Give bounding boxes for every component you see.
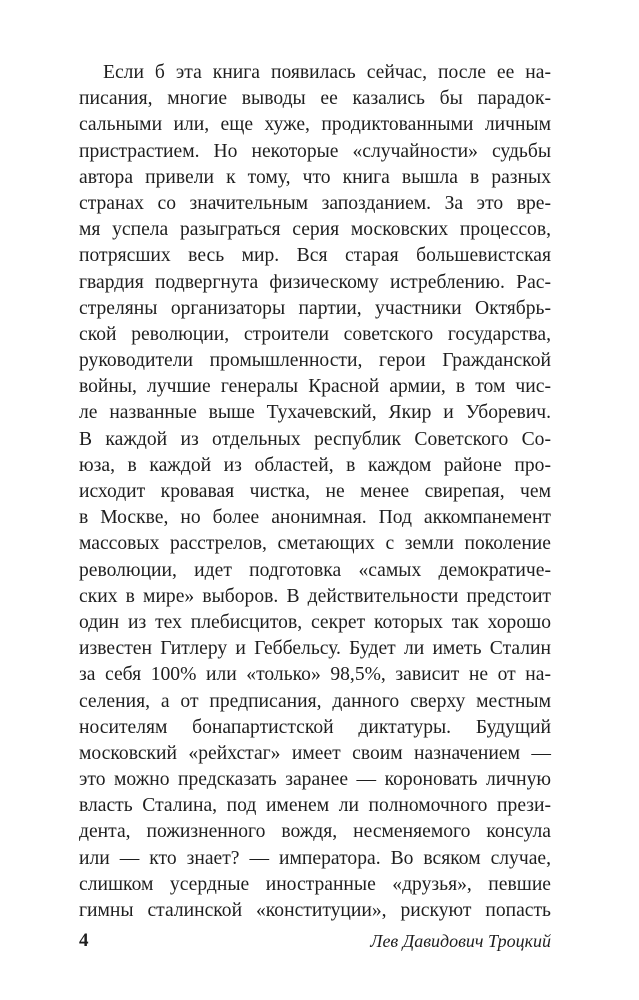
text-line: войны, лучшие генералы Красной армии, в том чис- xyxy=(79,376,551,398)
text-line: революции, идет подготовка «самых демократиче- xyxy=(79,559,551,581)
text-line: руководители промышленности, герои Гражданской xyxy=(79,350,551,372)
running-title: Лев Давидович Троцкий xyxy=(370,931,551,951)
text-line: массовых расстрелов, сметающих с земли поколение xyxy=(79,533,551,555)
text-line: в Москве, но более анонимная. Под аккомпанемент xyxy=(79,507,551,529)
text-line: слишком усердные иностранные «друзья», певшие xyxy=(79,873,551,895)
page-footer xyxy=(79,928,551,958)
text-line: юза, в каждой из областей, в каждом районе про- xyxy=(79,454,551,476)
text-line: один из тех плебисцитов, секрет которых так хорошо xyxy=(79,611,551,633)
text-line: гимны сталинской «конституции», рискуют попасть xyxy=(79,900,551,921)
text-line: потрясших весь мир. Вся старая большевистская xyxy=(79,245,551,267)
text-line: В каждой из отдельных республик Советского Со- xyxy=(79,428,551,450)
text-line: гвардия подвергнута физическому истреблению. Рас- xyxy=(79,271,551,293)
text-line: мя успела разыграться серия московских процессов, xyxy=(79,219,551,241)
text-line: сальными или, еще хуже, продиктованными личным xyxy=(79,114,551,136)
text-line: или — кто знает? — императора. Во всяком случае, xyxy=(79,847,551,869)
text-line: ских в мире» выборов. В действительности предстоит xyxy=(79,585,551,607)
text-line: московский «рейхстаг» имеет своим назначением — xyxy=(79,742,551,764)
text-line: ской революции, строители советского государства, xyxy=(79,323,551,345)
text-line: власть Сталина, под именем ли полномочного прези- xyxy=(79,795,551,817)
text-line: странах со значительным запозданием. За это вре- xyxy=(79,192,551,214)
text-line: селения, а от предписания, данного сверху местным xyxy=(79,690,551,712)
text-line: ле названные выше Тухачевский, Якир и Уборевич. xyxy=(79,402,551,424)
text-line: Если б эта книга появилась сейчас, после ее на- xyxy=(103,62,551,83)
body-text xyxy=(79,60,551,924)
text-line: писания, многие выводы ее казались бы парадок- xyxy=(79,88,551,110)
text-line: носителям бонапартистской диктатуры. Будущий xyxy=(79,716,551,738)
text-line: пристрастием. Но некоторые «случайности» судьбы xyxy=(79,140,551,162)
text-line: за себя 100% или «только» 98,5%, зависит не от на- xyxy=(79,664,551,686)
text-line: известен Гитлеру и Геббельсу. Будет ли иметь Сталин xyxy=(79,638,551,660)
text-line: это можно предсказать заранее — короновать личную xyxy=(79,769,551,791)
page-number: 4 xyxy=(79,930,89,951)
text-line: исходит кровавая чистка, не менее свирепая, чем xyxy=(79,481,551,502)
text-line: автора привели к тому, что книга вышла в разных xyxy=(79,166,551,188)
text-line: дента, пожизненного вождя, несменяемого консула xyxy=(79,821,551,843)
text-line: стреляны организаторы партии, участники Октябрь- xyxy=(79,297,551,319)
